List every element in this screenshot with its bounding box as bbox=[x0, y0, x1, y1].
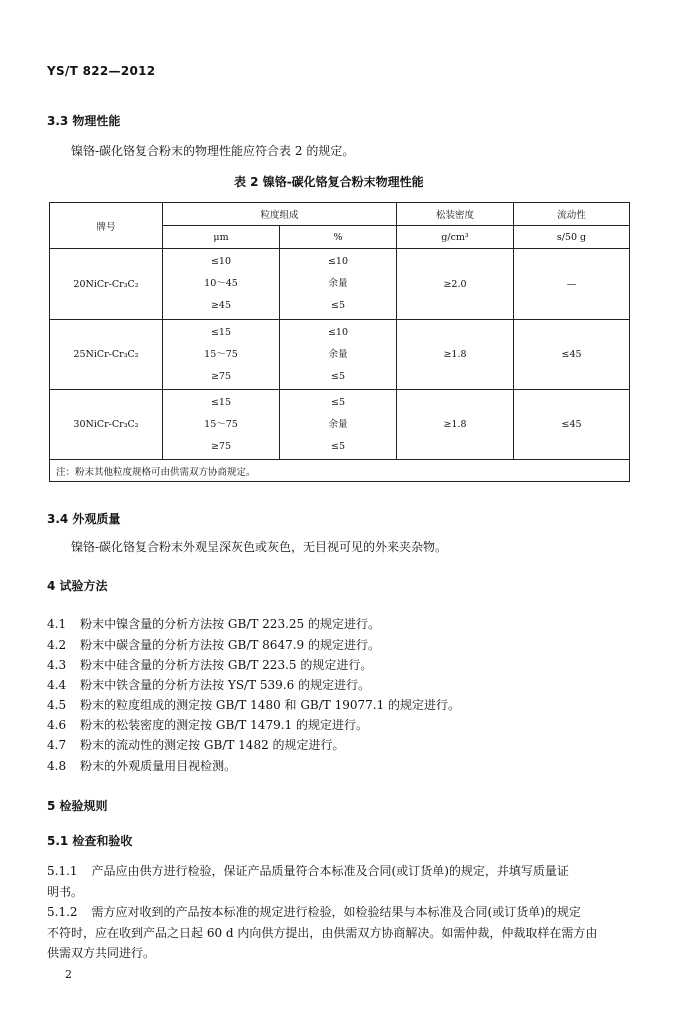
percent-cell: ≤10 余量 ≤5 bbox=[280, 249, 397, 320]
table-row bbox=[50, 249, 630, 320]
header-grade: 牌号 bbox=[50, 203, 163, 249]
list-item: 4.4 粉末中铁含量的分析方法按 YS/T 539.6 的规定进行。 bbox=[47, 678, 371, 692]
paragraph-5-1-2-line3: 供需双方共同进行。 bbox=[47, 946, 156, 960]
flow-cell: ≤45 bbox=[514, 320, 630, 390]
um-cell: ≤15 15～75 ≥75 bbox=[163, 390, 280, 460]
header-density-unit: g/cm³ bbox=[397, 226, 514, 249]
list-item: 4.3 粉末中硅含量的分析方法按 GB/T 223.5 的规定进行。 bbox=[47, 658, 373, 672]
section-5-heading: 5 检验规则 bbox=[47, 799, 108, 813]
list-item: 4.7 粉末的流动性的测定按 GB/T 1482 的规定进行。 bbox=[47, 738, 345, 752]
paragraph-5-1-2-line2: 不符时，应在收到产品之日起 60 d 内向供方提出，由供需双方协商解决。如需仲裁，仲裁取样在需方由 bbox=[47, 926, 598, 940]
list-item: 4.1 粉末中镍含量的分析方法按 GB/T 223.25 的规定进行。 bbox=[47, 617, 380, 631]
grade-cell: 30NiCr-Cr₃C₂ bbox=[50, 390, 163, 460]
section-5-1-heading: 5.1 检查和验收 bbox=[47, 834, 133, 848]
standard-code-header: YS/T 822—2012 bbox=[47, 64, 156, 78]
density-cell: ≥1.8 bbox=[397, 390, 514, 460]
grade-cell: 20NiCr-Cr₃C₂ bbox=[50, 249, 163, 320]
header-particle-size: 粒度组成 bbox=[163, 203, 397, 226]
section-3-4-heading: 3.4 外观质量 bbox=[47, 512, 121, 526]
header-flow-unit: s/50 g bbox=[514, 226, 630, 249]
list-item: 4.8 粉末的外观质量用目视检测。 bbox=[47, 759, 237, 773]
header-flowability: 流动性 bbox=[514, 203, 630, 226]
flow-cell: ≤45 bbox=[514, 390, 630, 460]
density-cell: ≥2.0 bbox=[397, 249, 514, 320]
density-cell: ≥1.8 bbox=[397, 320, 514, 390]
section-3-4-text: 镍铬-碳化铬复合粉末外观呈深灰色或灰色，无目视可见的外来夹杂物。 bbox=[71, 540, 448, 554]
list-item: 4.5 粉末的粒度组成的测定按 GB/T 1480 和 GB/T 19077.1 的规定进行。 bbox=[47, 698, 461, 712]
paragraph-5-1-1-line2: 明书。 bbox=[47, 885, 84, 899]
header-um: μm bbox=[163, 226, 280, 249]
list-item: 4.6 粉末的松装密度的测定按 GB/T 1479.1 的规定进行。 bbox=[47, 718, 368, 732]
grade-cell: 25NiCr-Cr₃C₂ bbox=[50, 320, 163, 390]
header-bulk-density: 松装密度 bbox=[397, 203, 514, 226]
um-cell: ≤10 10～45 ≥45 bbox=[163, 249, 280, 320]
table-note: 注：粉末其他粒度规格可由供需双方协商规定。 bbox=[50, 460, 630, 482]
page-number: 2 bbox=[65, 968, 72, 981]
percent-cell: ≤10 余量 ≤5 bbox=[280, 320, 397, 390]
header-percent: % bbox=[280, 226, 397, 249]
flow-cell: — bbox=[514, 249, 630, 320]
um-cell: ≤15 15～75 ≥75 bbox=[163, 320, 280, 390]
paragraph-5-1-2-line1: 5.1.2 需方应对收到的产品按本标准的规定进行检验，如检验结果与本标准及合同(或订货单)的规定 bbox=[47, 905, 581, 919]
table-row bbox=[50, 320, 630, 390]
percent-cell: ≤5 余量 ≤5 bbox=[280, 390, 397, 460]
section-3-3-text: 镍铬-碳化铬复合粉末的物理性能应符合表 2 的规定。 bbox=[71, 144, 355, 158]
section-3-3-heading: 3.3 物理性能 bbox=[47, 114, 121, 128]
table-2-caption: 表 2 镍铬-碳化铬复合粉末物理性能 bbox=[234, 175, 424, 189]
list-item: 4.2 粉末中碳含量的分析方法按 GB/T 8647.9 的规定进行。 bbox=[47, 638, 380, 652]
table-row bbox=[50, 390, 630, 460]
section-4-heading: 4 试验方法 bbox=[47, 579, 108, 593]
physical-properties-table bbox=[49, 202, 630, 482]
paragraph-5-1-1-line1: 5.1.1 产品应由供方进行检验，保证产品质量符合本标准及合同(或订货单)的规定，并填写质量证 bbox=[47, 864, 569, 878]
